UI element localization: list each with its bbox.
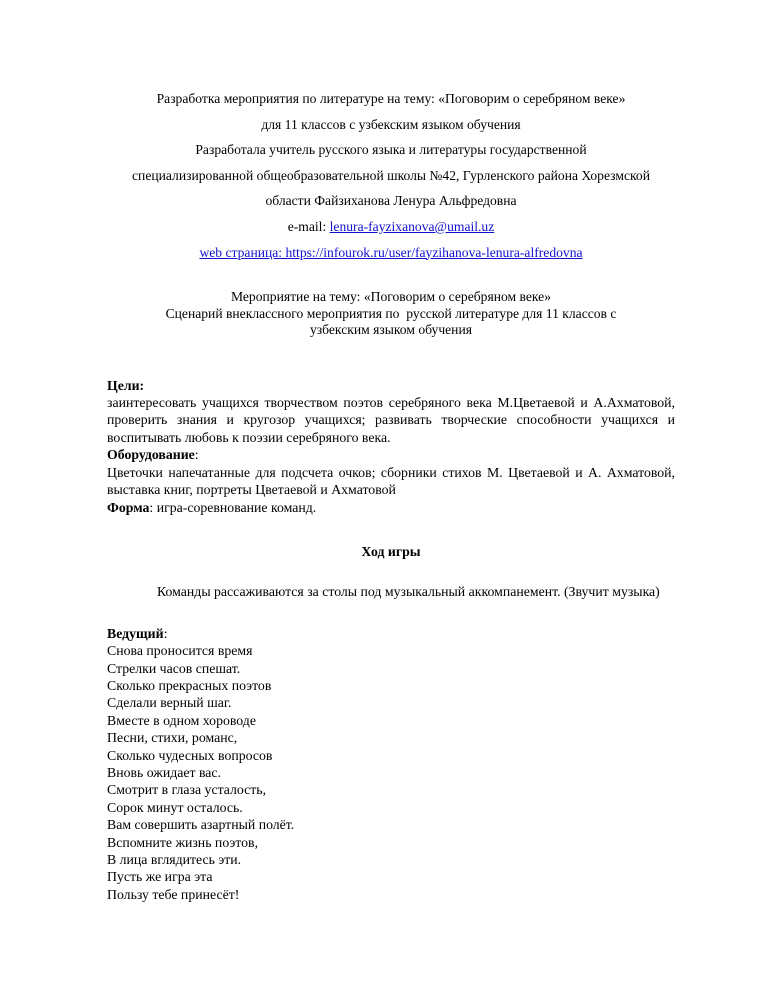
presenter-label-suffix: : (163, 625, 168, 641)
document-header-block (107, 86, 675, 265)
intro-paragraph: Команды рассаживаются за столы под музыкальный аккомпанемент. (Звучит музыка) (157, 584, 660, 600)
form-label: Форма (107, 499, 150, 515)
goals-section (107, 377, 679, 447)
equipment-label-suffix: : (194, 447, 199, 463)
equipment-label-row (107, 446, 675, 463)
web-page-row (107, 240, 675, 266)
poem-line: Смотрит в глаза усталость, (107, 782, 267, 798)
goals-label: Цели: (107, 377, 145, 393)
poem-line: Стрелки часов спешат. (107, 660, 241, 676)
email-link[interactable]: lenura-fayzixanova@umail.uz (329, 218, 495, 234)
poem-line: Сорок минут осталось. (107, 799, 243, 815)
poem-line: Сколько прекрасных поэтов (107, 677, 272, 693)
equipment-text: Цветочки напечатанные для подсчета очков; сборники стихов М. Цветаевой и А. Ахматовой, выставка книг, портреты Цветаевой и Ахматовой (107, 464, 679, 498)
poem-line: Вместе в одном хороводе (107, 712, 256, 728)
goals-text: заинтересовать учащихся творчеством поэтов серебряного века М.Цветаевой и А.Ахматовой, проверить знания и кругозор учащихся; развивать творческие способности учащихся и воспитывать любовь к поэзии серебряного века. (107, 395, 679, 445)
poem-line: Вам совершить азартный полёт. (107, 817, 295, 833)
form-row (107, 499, 675, 516)
event-title-line-3: узбекским языком обучения (310, 322, 472, 338)
form-value: : игра-соревнование команд. (149, 499, 317, 515)
header-line-title: Разработка мероприятия по литературе на тему: «Поговорим о серебряном веке» (156, 91, 626, 106)
header-line-grade: для 11 классов с узбекским языком обучения (261, 116, 521, 132)
poem-line: Снова проносится время (107, 643, 253, 659)
email-label: e-mail: (287, 218, 330, 234)
event-title-line-1: Мероприятие на тему: «Поговорим о серебряном веке» (230, 289, 551, 305)
header-line-author-role: Разработала учитель русского языка и литературы государственной (195, 142, 587, 158)
poem-line: Песни, стихи, романс, (107, 730, 238, 746)
presenter-section (107, 625, 675, 904)
event-title-line-2: Сценарий внеклассного мероприятия по русской литературе для 11 классов с (165, 305, 617, 321)
equipment-label: Оборудование (107, 447, 195, 463)
poem-line: В лица вглядитесь эти. (107, 852, 242, 867)
web-page-link[interactable]: web страница: https://infourok.ru/user/fayzihanova-lenura-alfredovna (199, 244, 583, 260)
header-line-author-name: области Файзиханова Ленура Альфредовна (265, 193, 517, 209)
equipment-section (107, 446, 679, 498)
email-row (107, 214, 675, 240)
poem-line: Пусть же игра эта (107, 869, 213, 885)
presenter-label-row (107, 625, 675, 642)
poem-line: Вновь ожидает вас. (107, 764, 221, 780)
form-section (107, 499, 675, 516)
poem-line: Сколько чудесных вопросов (107, 747, 273, 763)
header-line-school: специализированной общеобразовательной школы №42, Гурленского района Хорезмской (132, 167, 650, 183)
event-title-block (107, 289, 675, 339)
game-flow-heading: Ход игры (361, 543, 421, 559)
poem-line: Пользу тебе принесёт! (107, 886, 240, 902)
poem-line: Сделали верный шаг. (107, 695, 232, 711)
presenter-label: Ведущий (107, 625, 164, 641)
poem-line: Вспомните жизнь поэтов, (107, 834, 259, 850)
